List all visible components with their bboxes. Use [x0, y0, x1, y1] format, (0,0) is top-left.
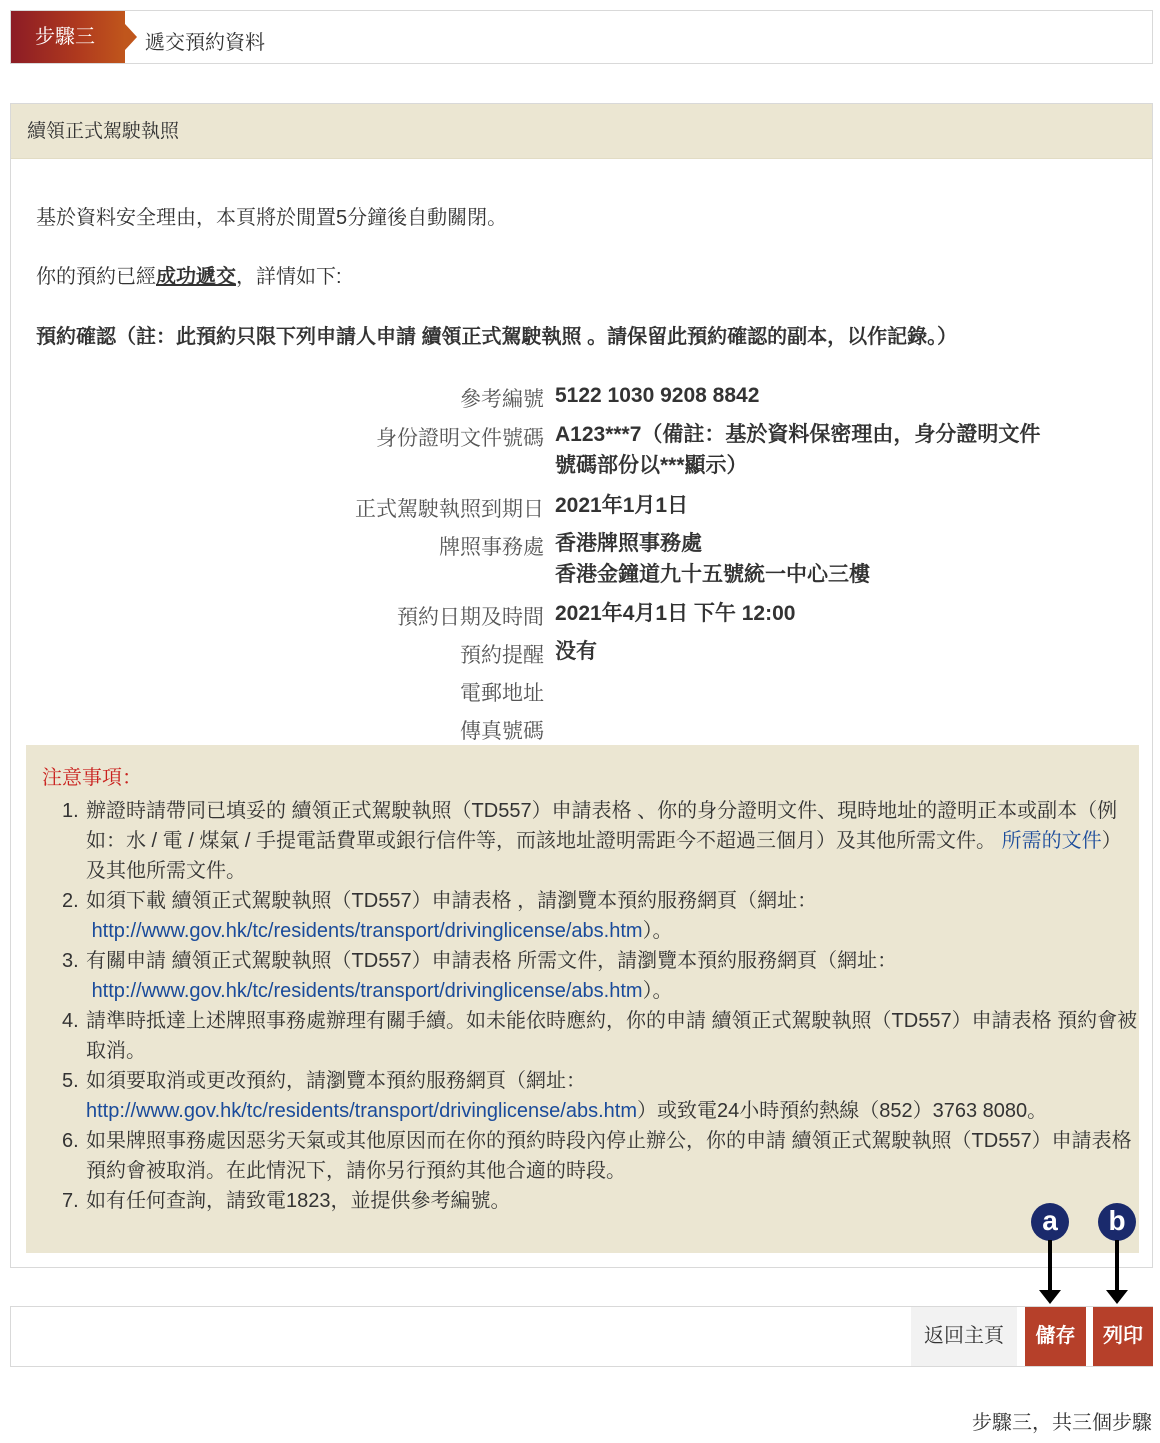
- detail-label: 預約提醒: [460, 644, 544, 667]
- list-item: [42, 1186, 1139, 1216]
- callout-b-arrowhead-icon: [1106, 1290, 1128, 1304]
- confirmation-note: [36, 320, 957, 349]
- note-number: 3.: [62, 950, 79, 972]
- notes-box: [26, 745, 1139, 1253]
- action-bar: [10, 1306, 1153, 1367]
- step-badge-arrow-icon: [125, 24, 137, 50]
- callout-a-arrow-icon: [1048, 1240, 1052, 1292]
- notes-title: 注意事項：: [42, 767, 142, 789]
- note-text: 有關申請 續領正式駕駛執照（TD557）申請表格 所需文件，請瀏覽本預約服務網頁（網址：: [86, 950, 898, 972]
- note-text: ）或致電24小時預約熱線（852）3763 8080。: [637, 1100, 1048, 1122]
- office-name: 香港牌照事務處: [555, 532, 702, 555]
- confirmation-note-text: 預約確認（註：此預約只限下列申請人申請 續領正式駕駛執照 。請保留此預約確認的副本，以作記錄。）: [36, 326, 958, 348]
- note-number: 2.: [62, 890, 79, 912]
- note-text: ）及其他所需文件。: [86, 830, 1122, 882]
- success-suffix: ，詳情如下:: [236, 266, 342, 288]
- detail-value: 2021年1月1日: [555, 494, 689, 517]
- detail-value: A123***7（備註：基於資料保密理由，身分證明文件號碼部份以***顯示）: [555, 423, 1041, 477]
- detail-label: 牌照事務處: [439, 536, 544, 559]
- list-item: [42, 886, 1139, 946]
- success-prefix: 你的預約已經: [36, 266, 156, 288]
- confirmation-panel: [10, 103, 1153, 1268]
- detail-value: 没有: [555, 640, 597, 663]
- save-button[interactable]: 儲存: [1025, 1307, 1086, 1366]
- detail-label: 預約日期及時間: [397, 606, 544, 629]
- notes-list: [42, 796, 1139, 1216]
- note-text: 如須要取消或更改預約，請瀏覽本預約服務網頁（網址：: [86, 1070, 586, 1092]
- detail-value: 5122 1030 9208 8842: [555, 384, 760, 407]
- detail-label: 參考編號: [460, 388, 544, 411]
- detail-value: [555, 528, 1055, 590]
- list-item: [42, 1006, 1139, 1066]
- detail-label: 正式駕駛執照到期日: [355, 498, 544, 521]
- note-number: 7.: [62, 1190, 79, 1212]
- note-number: 4.: [62, 1010, 79, 1032]
- list-item: [42, 946, 1139, 1006]
- abs-url-link[interactable]: http://www.gov.hk/tc/residents/transport/drivinglicense/abs.htm: [91, 920, 643, 942]
- success-emphasis: 成功遞交: [156, 266, 236, 288]
- home-button[interactable]: 返回主頁: [911, 1307, 1017, 1366]
- callout-a-arrowhead-icon: [1039, 1290, 1061, 1304]
- step-title: 遞交預約資料: [145, 32, 265, 54]
- note-text: 如須下載 續領正式駕駛執照（TD557）申請表格 ，請瀏覽本預約服務網頁（網址：: [86, 890, 818, 912]
- step-progress-text: 步驟三，共三個步驟: [972, 1412, 1152, 1434]
- detail-label: 身份證明文件號碼: [376, 427, 544, 450]
- abs-url-link[interactable]: http://www.gov.hk/tc/residents/transport/drivinglicense/abs.htm: [86, 1100, 637, 1122]
- note-text: ）。: [642, 920, 673, 942]
- callout-b-icon: b: [1098, 1203, 1136, 1241]
- abs-url-link[interactable]: http://www.gov.hk/tc/residents/transport/drivinglicense/abs.htm: [91, 980, 643, 1002]
- required-docs-link[interactable]: 所需的文件: [1001, 830, 1102, 852]
- list-item: [42, 1066, 1139, 1126]
- detail-label: 傳真號碼: [460, 720, 544, 743]
- step-badge: 步驟三: [11, 11, 125, 63]
- success-message: [36, 260, 342, 289]
- note-number: 6.: [62, 1130, 79, 1152]
- note-text: 如有任何查詢，請致電1823，並提供參考編號。: [86, 1190, 511, 1212]
- list-item: [42, 1126, 1139, 1186]
- callout-a-icon: a: [1031, 1203, 1069, 1241]
- security-notice: 基於資料安全理由，本頁將於閒置5分鐘後自動關閉。: [36, 207, 508, 229]
- note-text: 請準時抵達上述牌照事務處辦理有關手續。如未能依時應約，你的申請 續領正式駕駛執照（TD557）申請表格 預約會被取消。: [86, 1010, 1138, 1062]
- list-item: [42, 796, 1139, 886]
- note-number: 1.: [62, 800, 79, 822]
- panel-heading: 續領正式駕駛執照: [11, 104, 1152, 159]
- office-address: 香港金鐘道九十五號統一中心三樓: [555, 563, 870, 586]
- note-text: 如果牌照事務處因惡劣天氣或其他原因而在你的預約時段內停止辦公，你的申請 續領正式駕駛執照（TD557）申請表格 預約會被取消。在此情況下，請你另行預約其他合適的時段。: [86, 1130, 1132, 1182]
- note-number: 5.: [62, 1070, 79, 1092]
- note-text: 辦證時請帶同已填妥的 續領正式駕駛執照（TD557）申請表格 、你的身分證明文件、現時地址的證明正本或副本（例如：水 / 電 / 煤氣 / 手提電話費單或銀行信件等，而該地址證明需距今不超過三個月）及其他所需文件。: [86, 800, 1118, 852]
- step-header: [10, 10, 1153, 64]
- detail-label: 電郵地址: [460, 682, 544, 705]
- detail-value: 2021年4月1日 下午 12:00: [555, 602, 796, 625]
- print-button[interactable]: 列印: [1093, 1307, 1153, 1366]
- note-text: ）。: [642, 980, 673, 1002]
- callout-b-arrow-icon: [1115, 1240, 1119, 1292]
